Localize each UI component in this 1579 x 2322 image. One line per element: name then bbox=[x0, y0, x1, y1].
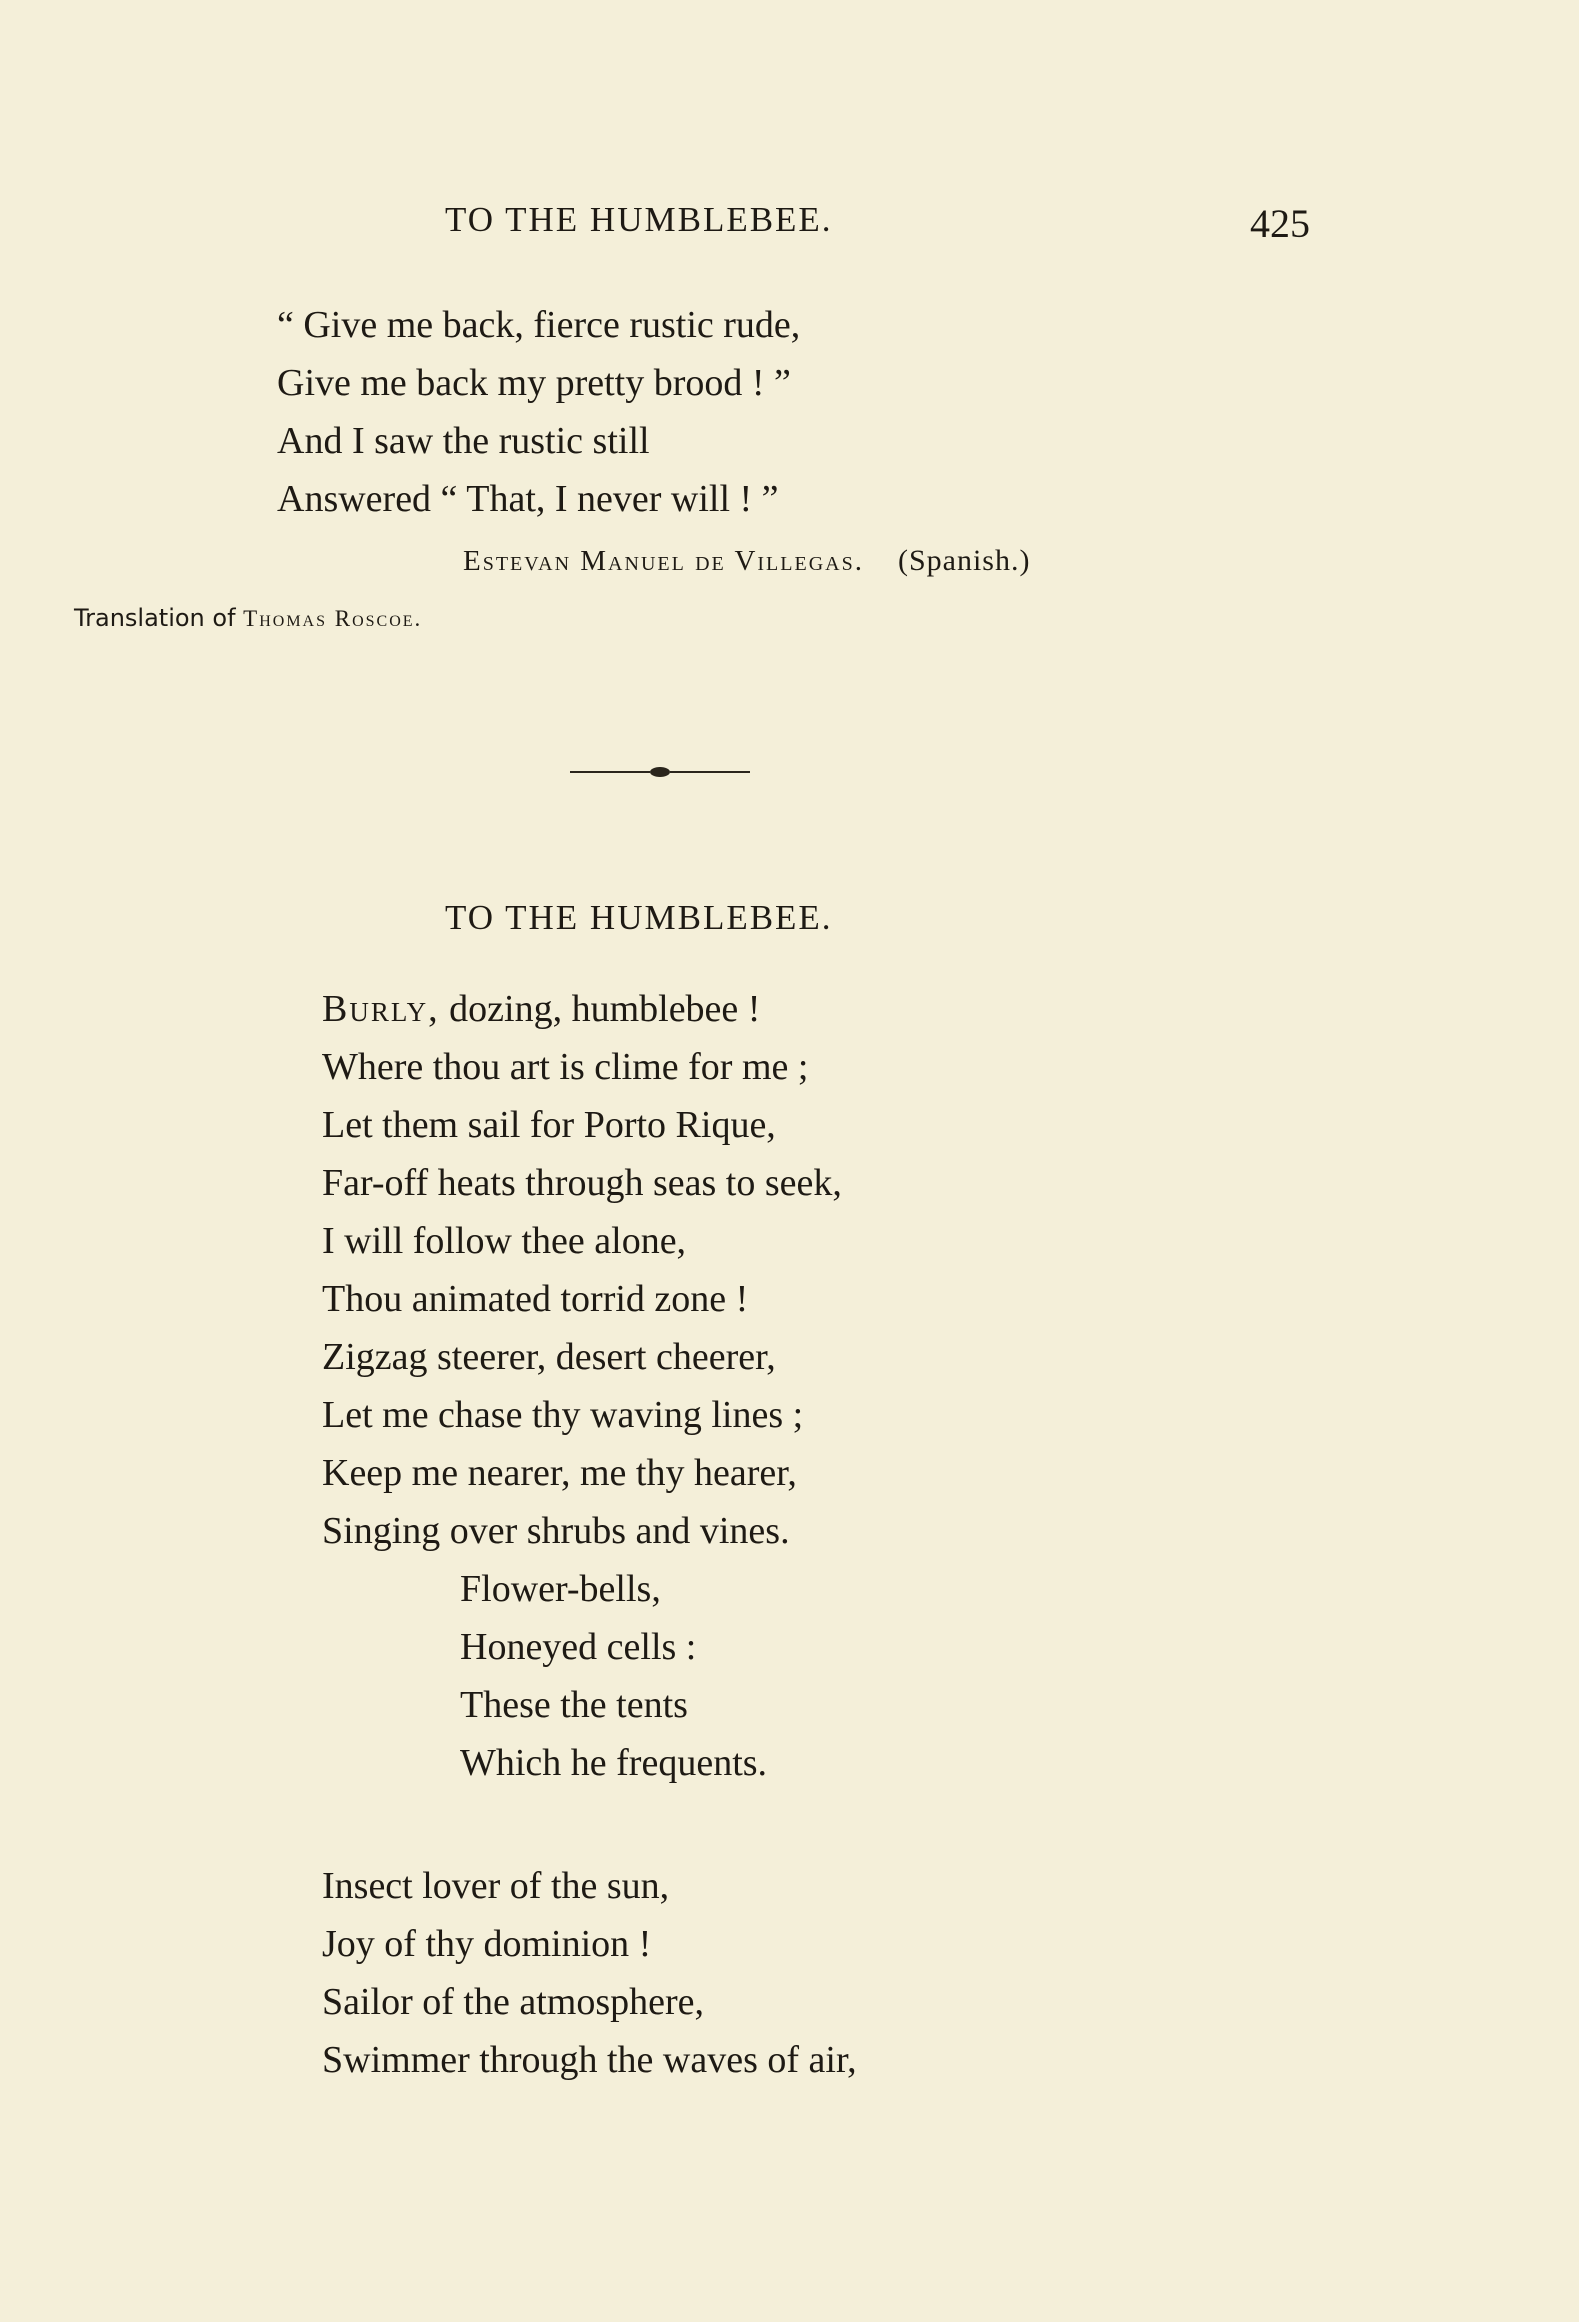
verse-line: Insect lover of the sun, bbox=[322, 1865, 670, 1907]
original-language: (Spanish.) bbox=[897, 544, 1031, 577]
author-name: Estevan Manuel de Villegas. bbox=[463, 545, 864, 577]
verse-line: Where thou art is clime for me ; bbox=[322, 1046, 809, 1088]
verse-line: Far-off heats through seas to seek, bbox=[322, 1162, 842, 1204]
verse-line: Keep me nearer, me thy hearer, bbox=[322, 1452, 797, 1494]
verse-line: Joy of thy dominion ! bbox=[322, 1923, 652, 1965]
running-title: TO THE HUMBLEBEE. bbox=[445, 200, 833, 239]
verse-line: Zigzag steerer, desert cheerer, bbox=[322, 1336, 776, 1378]
indented-verse-line: These the tents bbox=[460, 1684, 688, 1726]
indented-verse-line: Honeyed cells : bbox=[460, 1626, 697, 1668]
verse-line: Let me chase thy waving lines ; bbox=[322, 1394, 804, 1436]
verse-line: Burly, dozing, humblebee ! bbox=[322, 988, 761, 1030]
running-head bbox=[0, 200, 1579, 250]
verse-line: Thou animated torrid zone ! bbox=[322, 1278, 749, 1320]
stanza-2 bbox=[322, 1857, 857, 2089]
section-divider-ornament bbox=[570, 766, 750, 778]
author-attribution bbox=[463, 544, 1030, 578]
credit-prefix: Translation of bbox=[74, 604, 236, 632]
translator-name: Thomas Roscoe. bbox=[243, 606, 423, 631]
verse-line: Let them sail for Porto Rique, bbox=[322, 1104, 776, 1146]
verse-line: Swimmer through the waves of air, bbox=[322, 2039, 857, 2081]
verse-line: Singing over shrubs and vines. bbox=[322, 1510, 790, 1552]
first-word: Burly, bbox=[322, 988, 440, 1030]
verse-line: And I saw the rustic still bbox=[277, 420, 650, 462]
stanza-1 bbox=[322, 980, 842, 1792]
page-number: 425 bbox=[1250, 201, 1310, 246]
indented-verse-line: Which he frequents. bbox=[460, 1742, 768, 1784]
verse-line: Give me back my pretty brood ! ” bbox=[277, 362, 791, 404]
verse-line: Answered “ That, I never will ! ” bbox=[277, 478, 779, 520]
verse-line: I will follow thee alone, bbox=[322, 1220, 687, 1262]
indented-verse-line: Flower-bells, bbox=[460, 1568, 661, 1610]
verse-line: Sailor of the atmosphere, bbox=[322, 1981, 705, 2023]
translation-credit bbox=[74, 604, 422, 632]
poem-title: TO THE HUMBLEBEE. bbox=[445, 898, 833, 937]
previous-poem-ending bbox=[277, 296, 800, 528]
verse-line: “ Give me back, fierce rustic rude, bbox=[277, 304, 801, 346]
